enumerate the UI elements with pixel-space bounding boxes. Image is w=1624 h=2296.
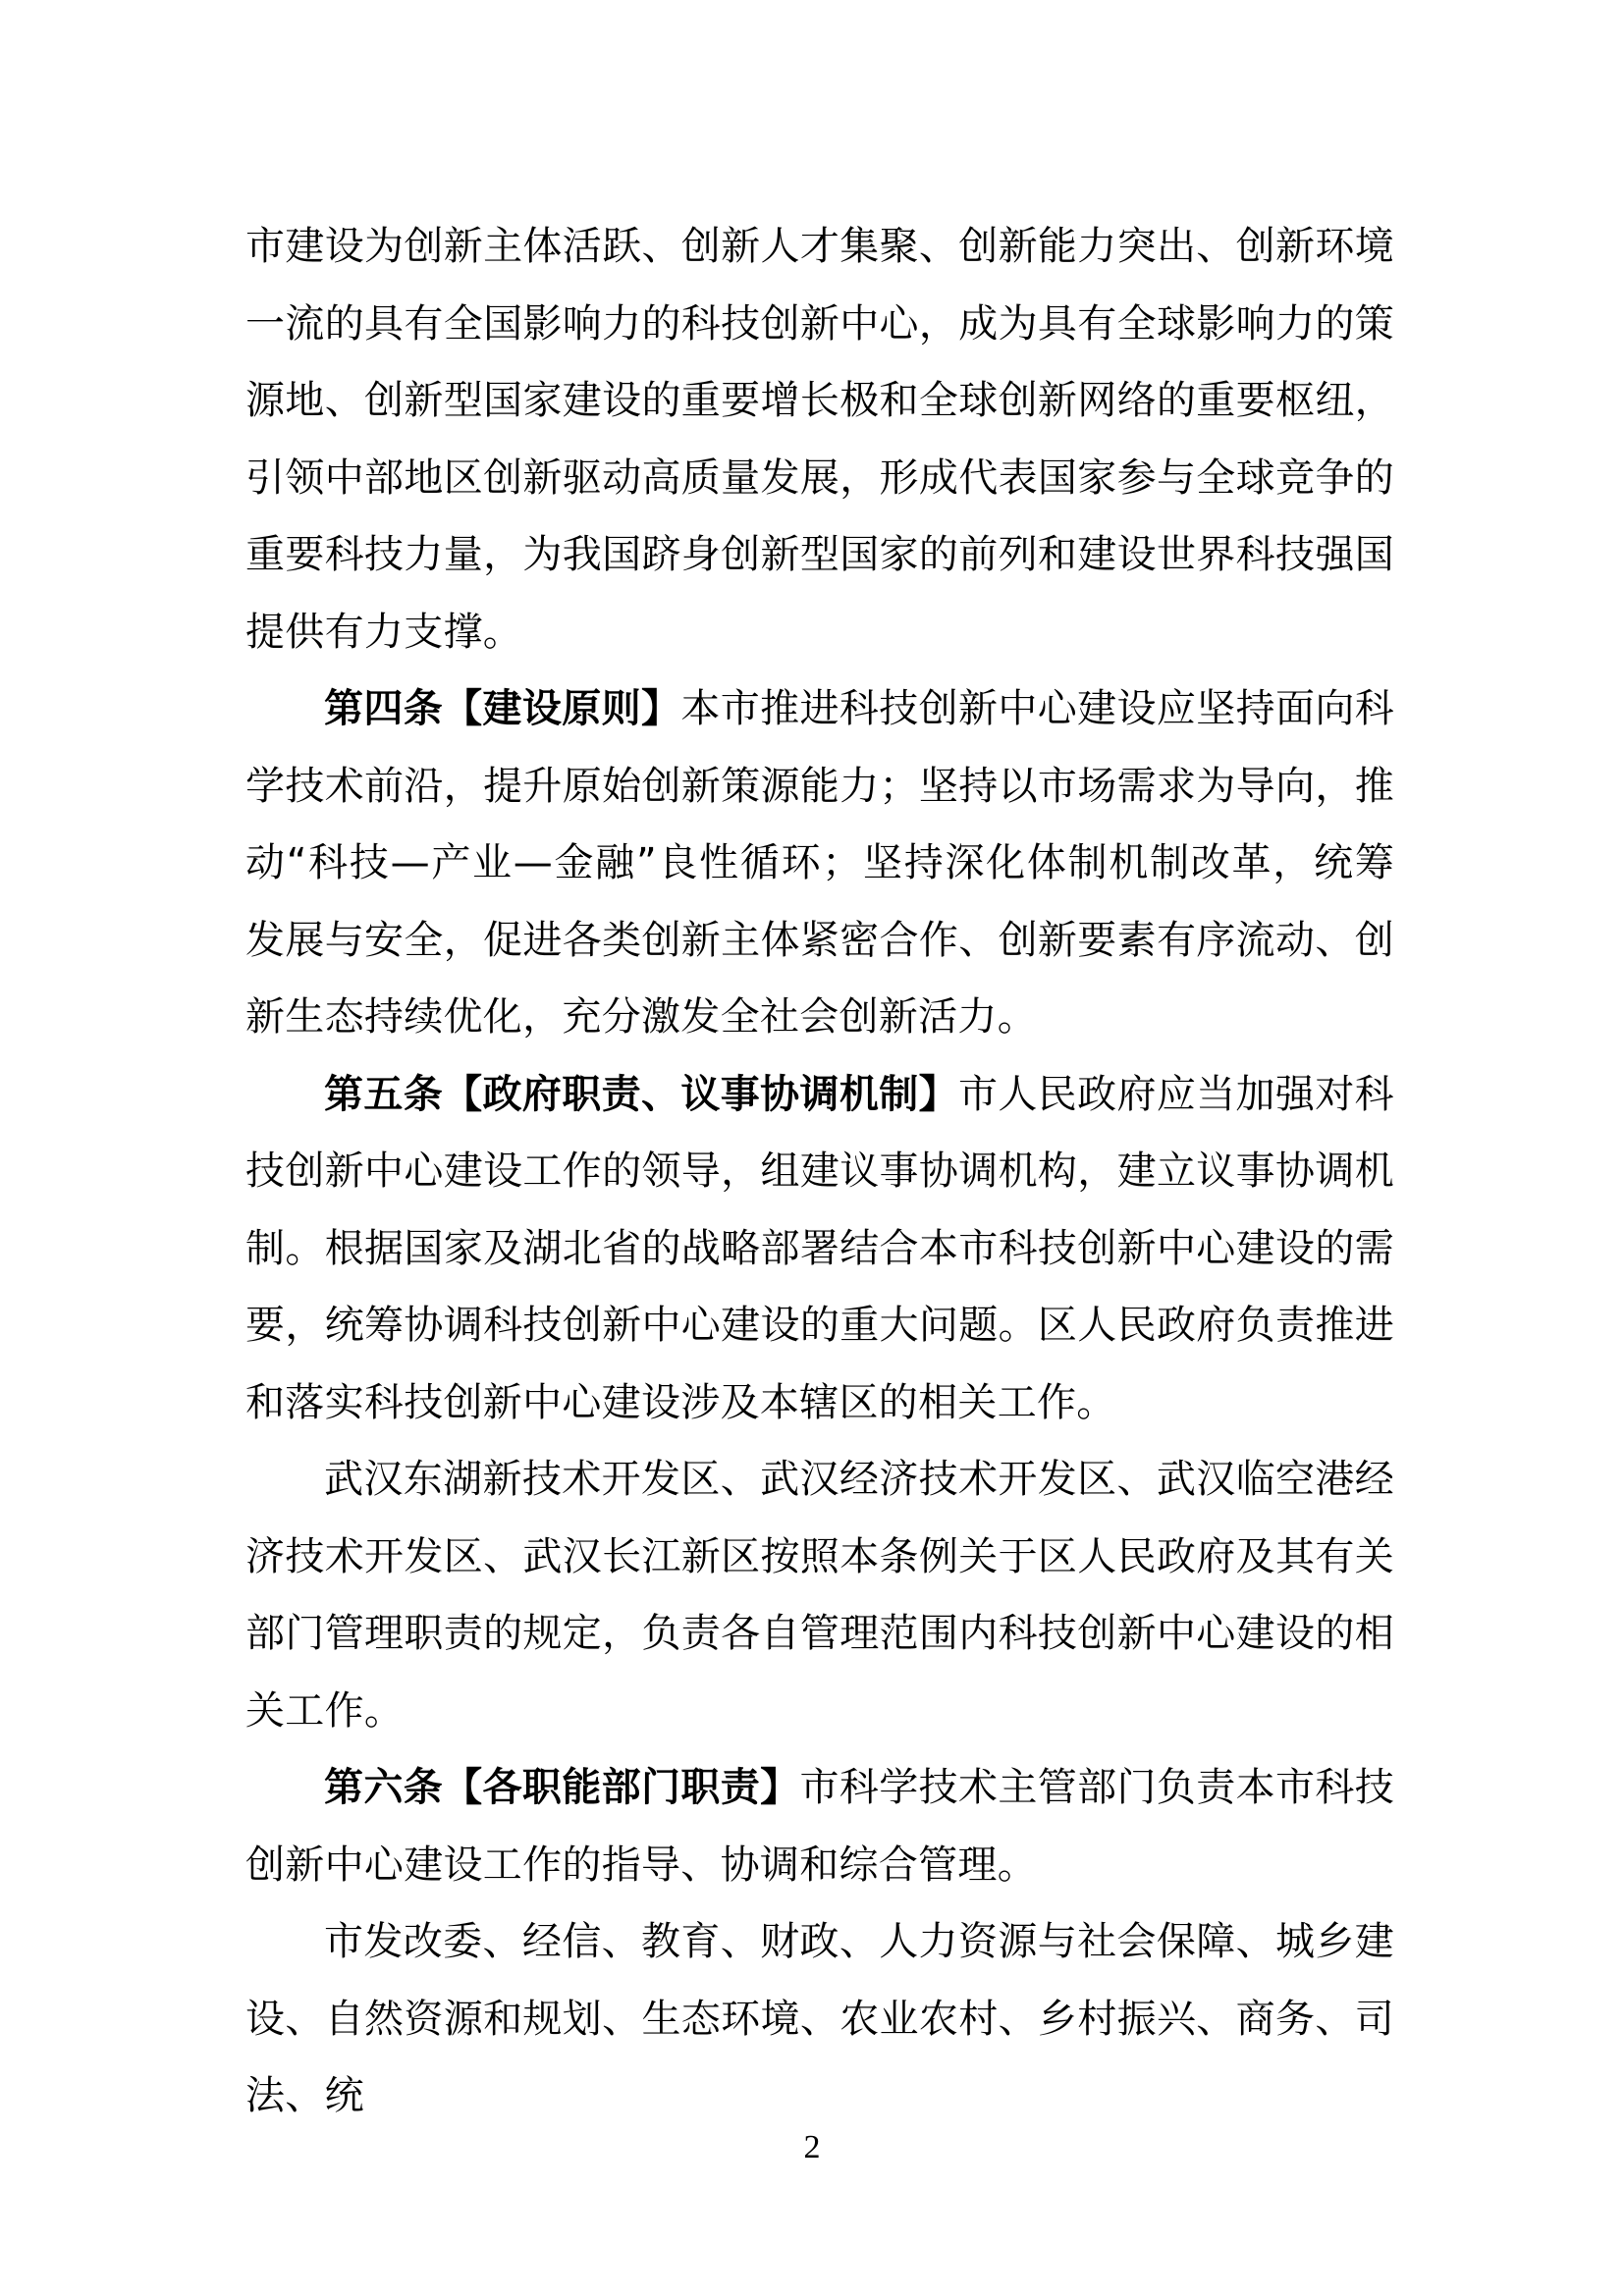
page-number: 2 bbox=[803, 2129, 821, 2165]
article-6-sub-text: 市发改委、经信、教育、财政、人力资源与社会保障、城乡建设、自然资源和规划、生态环境、农业农村、乡村振兴、商务、司法、统 bbox=[245, 1919, 1394, 2118]
article-5-heading: 第五条【政府职责、议事协调机制】 bbox=[324, 1071, 958, 1117]
paragraph-text: 市建设为创新主体活跃、创新人才集聚、创新能力突出、创新环境一流的具有全国影响力的科技创新中心，成为具有全球影响力的策源地、创新型国家建设的重要增长极和全球创新网络的重要枢纽，引领中部地区创新驱动高质量发展，形成代表国家参与全球竞争的重要科技力量，为我国跻身创新型国家的前列和建设世界科技强国提供有力支撑。 bbox=[245, 224, 1394, 655]
article-5-sub-text: 武汉东湖新技术开发区、武汉经济技术开发区、武汉临空港经济技术开发区、武汉长江新区按照本条例关于区人民政府及其有关部门管理职责的规定，负责各自管理范围内科技创新中心建设的相关工作。 bbox=[245, 1457, 1394, 1734]
article-4-paragraph bbox=[245, 670, 1394, 1056]
article-5-paragraph bbox=[245, 1056, 1394, 1442]
article-6-heading: 第六条【各职能部门职责】 bbox=[324, 1765, 800, 1810]
article-5-subparagraph bbox=[245, 1441, 1394, 1749]
article-5-text: 市人民政府应当加强对科技创新中心建设工作的领导，组建议事协调机构，建立议事协调机制。根据国家及湖北省的战略部署结合本市科技创新中心建设的需要，统筹协调科技创新中心建设的重大问题。区人民政府负责推进和落实科技创新中心建设涉及本辖区的相关工作。 bbox=[245, 1071, 1394, 1425]
article-6-paragraph bbox=[245, 1749, 1394, 1903]
article-4-heading: 第四条【建设原则】 bbox=[324, 686, 681, 731]
article-6-text: 市科学技术主管部门负责本市科技创新中心建设工作的指导、协调和综合管理。 bbox=[245, 1765, 1395, 1888]
document-body bbox=[245, 208, 1394, 2135]
article-4-text: 本市推进科技创新中心建设应坚持面向科学技术前沿，提升原始创新策源能力；坚持以市场需求为导向，推动“科技—产业—金融”良性循环；坚持深化体制机制改革，统筹发展与安全，促进各类创新主体紧密合作、创新要素有序流动、创新生态持续优化，充分激发全社会创新活力。 bbox=[245, 686, 1394, 1040]
paragraph-continuation bbox=[245, 208, 1394, 670]
article-6-subparagraph bbox=[245, 1903, 1394, 2135]
